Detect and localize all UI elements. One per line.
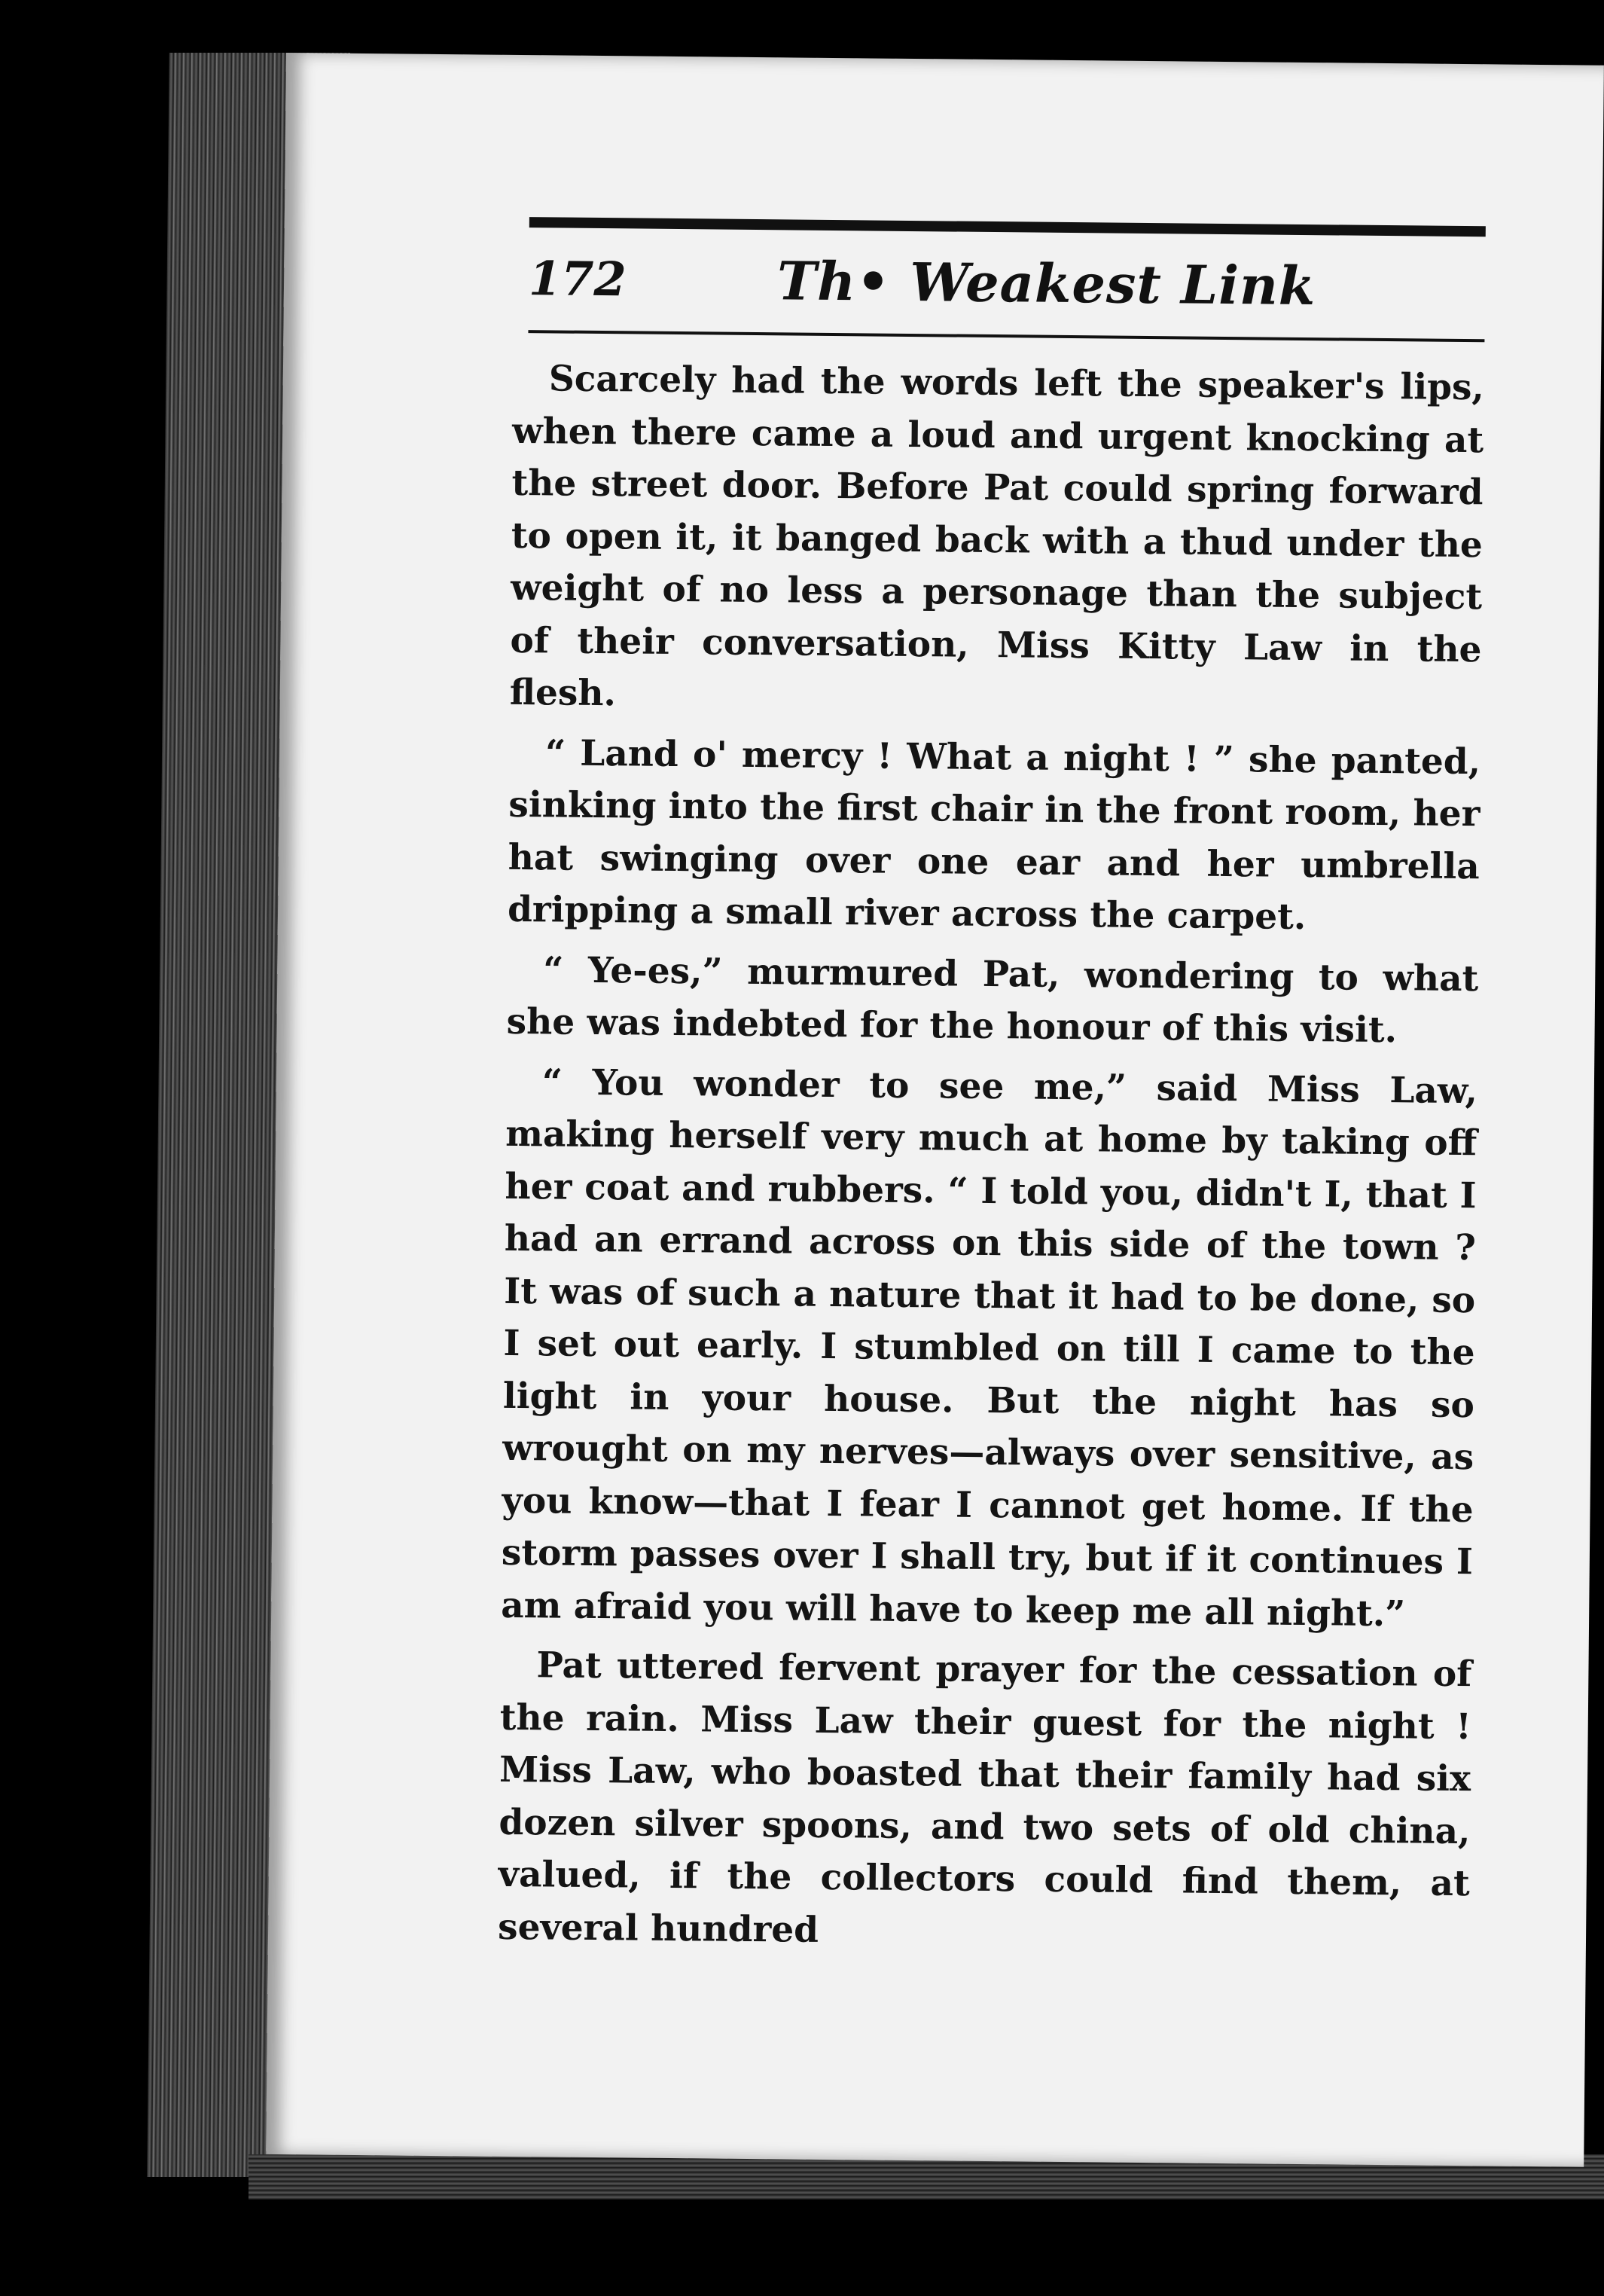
paragraph: “ You wonder to see me,” said Miss Law, making herself very much at home by taking off her coat and rubbers. “ I told you, didn't I, that I had an errand across on this side of the town ? It was of such a nature that it had to be done, so I set out early. I stumbled on till I came to the light in your house. But the night has so wrought on my nerves—always over sensitive, as you know—that I fear I cannot get home. If the storm passes over I shall try, but if it continues I am afraid you will have to keep me all night.” bbox=[500, 1061, 1478, 1635]
paragraph: “ Ye-es,” murmured Pat, wondering to what she was indebted for the honour of this visit. bbox=[506, 948, 1479, 1052]
body-text bbox=[498, 353, 1484, 1970]
page-number: 172 bbox=[528, 251, 627, 307]
running-head bbox=[529, 243, 1486, 335]
paragraph: “ Land o' mercy ! What a night ! ” she panted, sinking into the first chair in the front room, her hat swinging over one ear and her umbrella dripping a small river across the carpet. bbox=[507, 731, 1481, 939]
header-top-rule bbox=[529, 217, 1486, 237]
paragraph: Scarcely had the words left the speaker's lips, when there came a loud and urgent knocking at the street door. Before Pat could spring forward to open it, it banged back with a thud under the weight of no less a personage than the subject of their conversation, Miss Kitty Law in the flesh. bbox=[509, 358, 1485, 715]
book-page bbox=[266, 53, 1604, 2167]
paragraph: Pat uttered fervent prayer for the cessation of the rain. Miss Law their guest for the night ! Miss Law, who boasted that their family had six dozen silver spoons, and two sets of old china, valued, if the collectors could find them, at several hundred bbox=[497, 1644, 1472, 1951]
book-title: Th• Weakest Link bbox=[776, 249, 1316, 318]
